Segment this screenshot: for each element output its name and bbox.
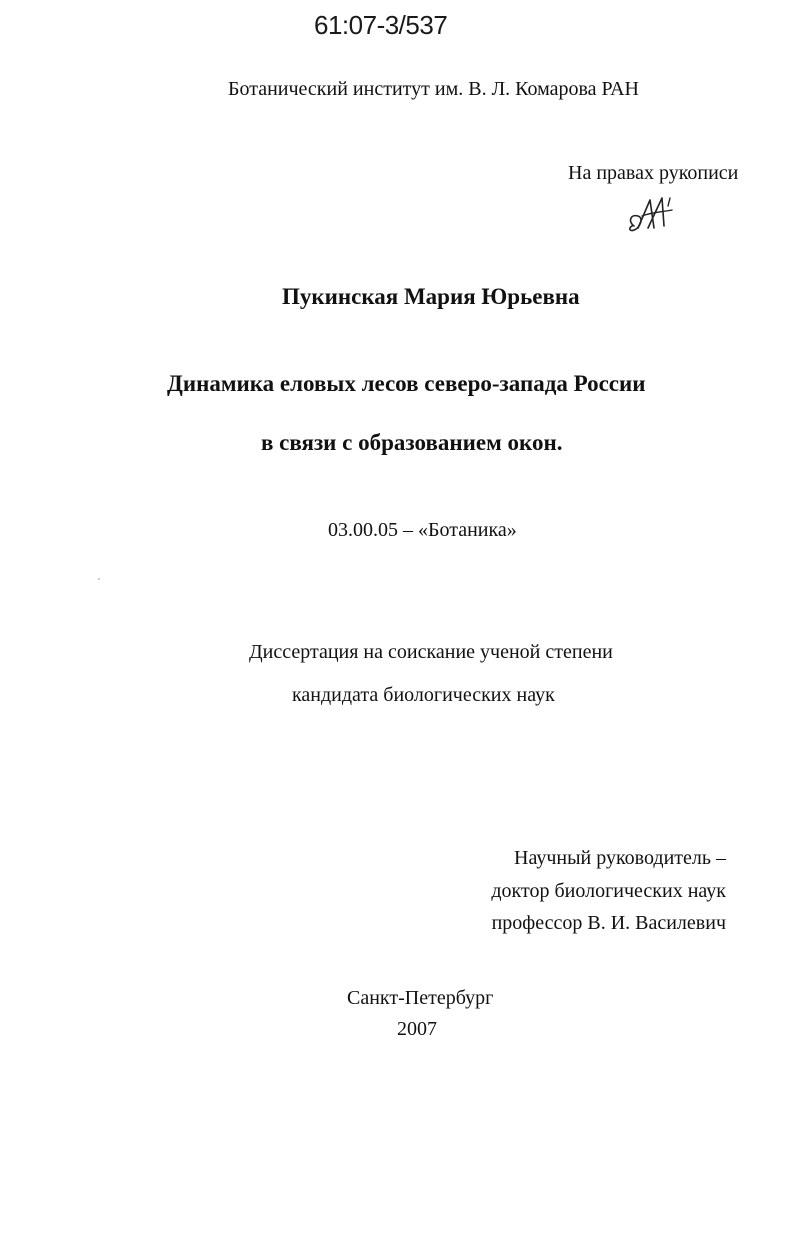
author-name: Пукинская Мария Юрьевна [282,284,580,309]
dissertation-title-line-1: Динамика еловых лесов северо-запада России [167,371,646,396]
specialty-code: 03.00.05 – «Ботаника» [328,519,517,541]
scan-speck [98,578,100,580]
degree-line-1: Диссертация на соискание ученой степени [249,641,613,663]
dissertation-title-line-2: в связи с образованием окон. [261,430,563,455]
degree-line-2: кандидата биологических наук [292,684,555,706]
handwritten-signature [624,192,680,240]
institute-name: Ботанический институт им. В. Л. Комарова РАН [228,78,639,100]
supervisor-line-1: Научный руководитель – [514,847,726,869]
city: Санкт-Петербург [347,987,494,1009]
supervisor-line-2: доктор биологических наук [491,880,726,902]
year: 2007 [397,1018,437,1040]
manuscript-rights-note: На правах рукописи [568,162,739,184]
supervisor-line-3: профессор В. И. Василевич [491,912,726,934]
archive-stamp-number: 61:07-3/537 [314,10,448,40]
